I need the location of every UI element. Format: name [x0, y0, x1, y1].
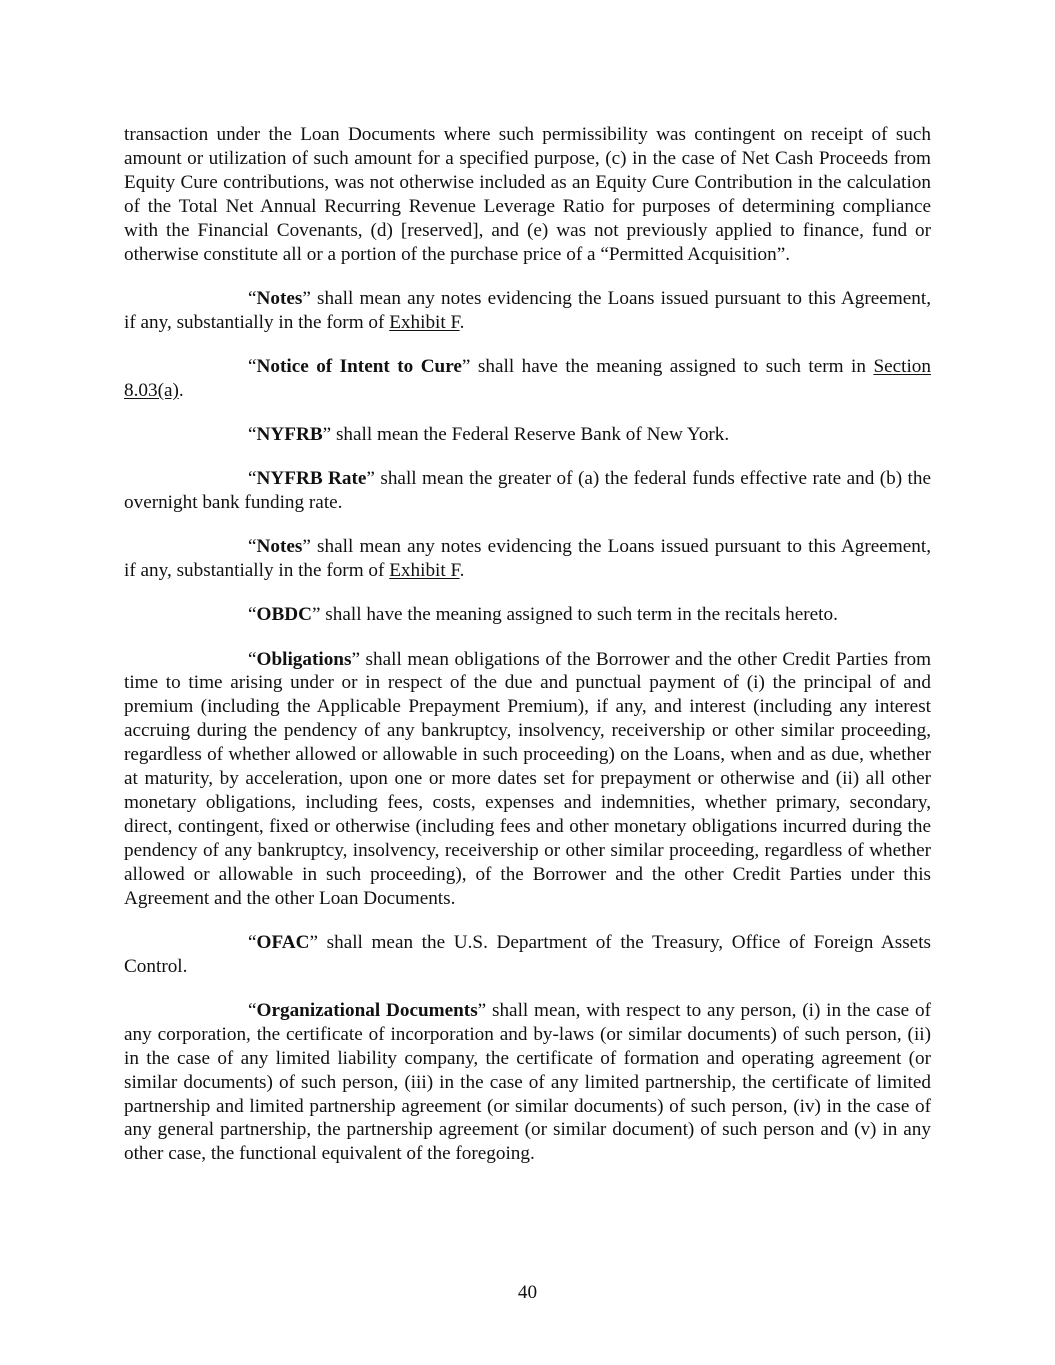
definition-nyfrb-rate: “NYFRB Rate” shall mean the greater of (a) the federal funds effective rate and (b) the overnight bank funding rate.	[124, 468, 931, 514]
definition-text: shall have the meaning assigned to such term in	[470, 355, 874, 377]
definition-text: shall mean obligations of the Borrower and the other Credit Parties from time to time arising under or in respect of the due and punctual payment of (i) the principal of and premium (including the Applicable Prepayment Premium), if any, and interest (including any interest accruing during the pendency of any bankruptcy, insolvency, receivership or other similar proceeding, regardless of whether allowed or allowable in such proceeding) on the Loans, when and as due, whether at maturity, by acceleration, upon one or more dates set for prepayment or otherwise and (ii) all other monetary obligations, including fees, costs, expenses and indemnities, whether primary, secondary, direct, contingent, fixed or otherwise (including fees and other monetary obligations incurred during the pendency of any bankruptcy, insolvency, receivership or other similar proceeding, regardless of whether allowed or allowable in such proceeding), of the Borrower and the other Credit Parties under this Agreement and the other Loan Documents.	[124, 648, 931, 909]
defined-term: Obligations	[256, 648, 352, 670]
defined-term: NYFRB Rate	[256, 468, 367, 490]
definition-ofac: “OFAC” shall mean the U.S. Department of the Treasury, Office of Foreign Assets Control.	[124, 931, 931, 977]
definition-obdc: “OBDC” shall have the meaning assigned to such term in the recitals hereto.	[248, 604, 838, 626]
defined-term: Notice of Intent to Cure	[256, 355, 462, 377]
cross-reference-link[interactable]: Exhibit F	[389, 311, 460, 333]
document-body	[124, 123, 931, 1187]
definition-tail: .	[459, 560, 465, 582]
definition-nyfrb: “NYFRB” shall mean the Federal Reserve Bank of New York.	[248, 423, 730, 445]
definition-tail: .	[459, 311, 465, 333]
continuation-paragraph: transaction under the Loan Documents where such permissibility was contingent on receipt of such amount or utilization of such amount for a specified purpose, (c) in the case of Net Cash Proceeds from Equity Cure contributions, was not otherwise included as an Equity Cure Contribution in the calculation of the Total Net Annual Recurring Revenue Leverage Ratio for purposes of determining compliance with the Financial Covenants, (d) [reserved], and (e) was not previously applied to finance, fund or otherwise constitute all or a portion of the purchase price of a “Permitted Acquisition”.	[124, 124, 931, 265]
cross-reference-link[interactable]: Exhibit F	[389, 560, 460, 582]
definition-text: shall mean any notes evidencing the Loans issued pursuant to this Agreement, if any, substantially in the form of	[124, 287, 931, 333]
cross-reference-link[interactable]: Section 8.03(a)	[124, 355, 931, 401]
definition-text: shall mean, with respect to any person, (i) in the case of any corporation, the certificate of incorporation and by-laws (or similar documents) of such person, (ii) in the case of any limited liability company, the certificate of formation and operating agreement (or similar documents) of such person, (iii) in the case of any limited partnership, the certificate of limited partnership and limited partnership agreement (or similar documents) of such person, (iv) in the case of any general partnership, the partnership agreement (or similar document) of such person and (v) in any other case, the functional equivalent of the foregoing.	[124, 999, 931, 1165]
definition-text: shall mean the U.S. Department of the Treasury, Office of Foreign Assets Control.	[124, 931, 931, 977]
defined-term: NYFRB	[256, 423, 323, 445]
definition-text: shall mean any notes evidencing the Loans issued pursuant to this Agreement, if any, substantially in the form of	[124, 536, 931, 582]
definition-text: shall have the meaning assigned to such term in the recitals hereto.	[320, 604, 838, 626]
page-number: 40	[517, 1282, 538, 1303]
definition-obligations: “Obligations” shall mean obligations of the Borrower and the other Credit Parties from time to time arising under or in respect of the due and punctual payment of (i) the principal of and premium (including the Applicable Prepayment Premium), if any, and interest (including any interest accruing during the pendency of any bankruptcy, insolvency, receivership or other similar proceeding, regardless of whether allowed or allowable in such proceeding) on the Loans, when and as due, whether at maturity, by acceleration, upon one or more dates set for prepayment or otherwise and (ii) all other monetary obligations, including fees, costs, expenses and indemnities, whether primary, secondary, direct, contingent, fixed or otherwise (including fees and other monetary obligations incurred during the pendency of any bankruptcy, insolvency, receivership or other similar proceeding, regardless of whether allowed or allowable in such proceeding), of the Borrower and the other Credit Parties under this Agreement and the other Loan Documents.	[124, 648, 931, 909]
defined-term: Notes	[256, 287, 303, 309]
defined-term: OFAC	[256, 931, 310, 953]
definition-organizational-documents: “Organizational Documents” shall mean, with respect to any person, (i) in the case of any corporation, the certificate of incorporation and by-laws (or similar documents) of such person, (ii) in the case of any limited liability company, the certificate of formation and operating agreement (or similar documents) of such person, (iii) in the case of any limited partnership, the certificate of limited partnership and limited partnership agreement (or similar documents) of such person, (iv) in the case of any general partnership, the partnership agreement (or similar document) of such person and (v) in any other case, the functional equivalent of the foregoing.	[124, 999, 931, 1165]
defined-term: Notes	[256, 536, 303, 558]
defined-term: Organizational Documents	[256, 999, 478, 1021]
definition-text: shall mean the Federal Reserve Bank of New York.	[331, 423, 730, 445]
definition-notes-repeat: “Notes” shall mean any notes evidencing the Loans issued pursuant to this Agreement, if any, substantially in the form of Exhibit F.	[124, 536, 931, 582]
definition-notice-of-intent-to-cure: “Notice of Intent to Cure” shall have the meaning assigned to such term in Section 8.03(a).	[124, 355, 931, 401]
definition-notes: “Notes” shall mean any notes evidencing the Loans issued pursuant to this Agreement, if any, substantially in the form of Exhibit F.	[124, 287, 931, 333]
definition-text: shall mean the greater of (a) the federal funds effective rate and (b) the overnight bank funding rate.	[124, 468, 931, 514]
defined-term: OBDC	[256, 604, 312, 626]
definition-tail: .	[178, 379, 184, 401]
